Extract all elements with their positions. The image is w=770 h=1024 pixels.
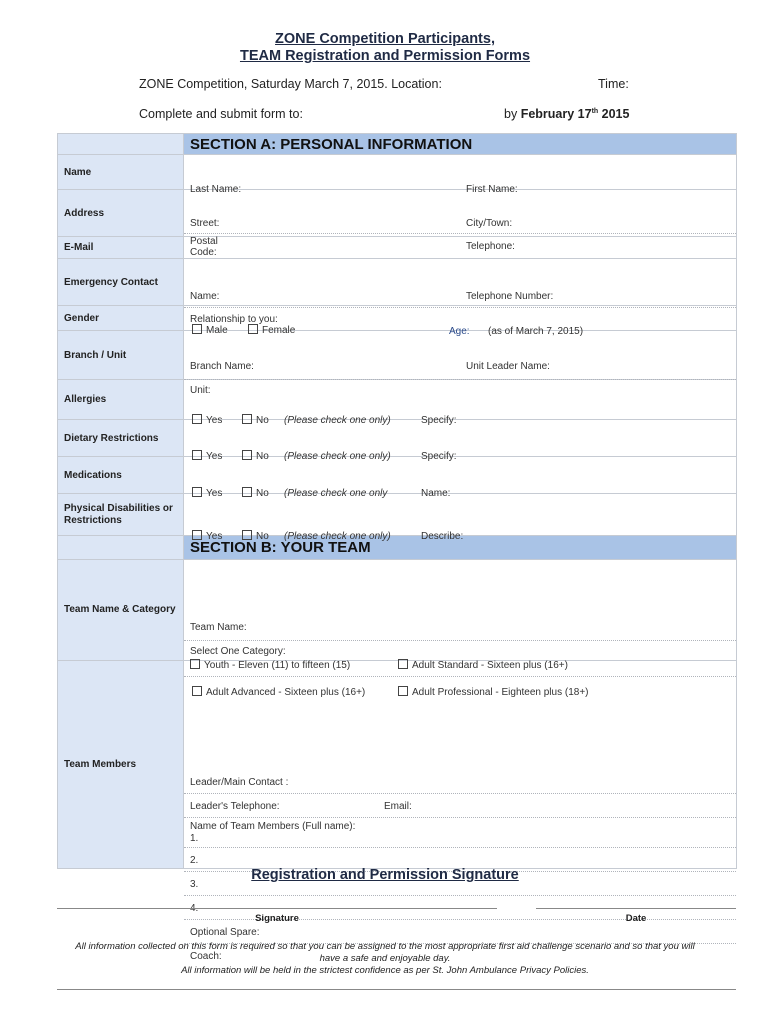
members-name-label: Name of Team Members (Full name):: [190, 820, 356, 832]
checkbox-icon[interactable]: [398, 659, 408, 669]
relationship-label: Relationship to you:: [190, 314, 278, 325]
date-label: Date: [625, 913, 647, 924]
age-label: Age:: [449, 326, 470, 337]
unit-label: Unit:: [190, 385, 211, 396]
dietary-note: (Please check one only): [284, 451, 391, 462]
checkbox-icon[interactable]: [190, 659, 200, 669]
branch-unit-field[interactable]: [184, 331, 737, 396]
checkbox-icon[interactable]: [242, 450, 252, 460]
gender-male-option[interactable]: Male: [192, 324, 228, 336]
medications-no[interactable]: No: [242, 487, 269, 499]
emergency-contact-label: Emergency Contact: [58, 259, 184, 306]
team-name-label: Team Name:: [190, 622, 247, 633]
checkbox-icon[interactable]: [242, 414, 252, 424]
member-2-label: 2.: [190, 854, 199, 866]
category-adult-advanced[interactable]: Adult Advanced - Sixteen plus (16+): [192, 686, 365, 698]
checkbox-icon[interactable]: [192, 450, 202, 460]
medications-field: [184, 457, 737, 499]
submit-label: Complete and submit form to:: [139, 107, 303, 121]
medications-name: Name:: [421, 488, 451, 499]
address-label: Address: [58, 190, 184, 237]
dietary-specify: Specify:: [421, 451, 457, 462]
category-youth[interactable]: Youth - Eleven (11) to fifteen (15): [190, 659, 350, 671]
disabilities-note: (Please check one only): [284, 530, 391, 542]
disabilities-no[interactable]: No: [242, 530, 269, 542]
leader-phone-label: Leader's Telephone:: [190, 800, 280, 812]
category-adult-standard[interactable]: Adult Standard - Sixteen plus (16+): [398, 659, 568, 671]
checkbox-icon[interactable]: [242, 487, 252, 497]
footer-line3: All information will be held in the strictest confidence as per St. John Ambulance Privacy Policies.: [181, 965, 589, 976]
deadline: by February 17th 2015: [504, 107, 630, 121]
section-a-heading: SECTION A: PERSONAL INFORMATION: [184, 134, 737, 155]
date-line[interactable]: [536, 908, 736, 909]
disabilities-field: [184, 494, 737, 542]
allergies-specify: Specify:: [421, 414, 457, 426]
last-name-label: Last Name:: [190, 184, 242, 195]
checkbox-icon[interactable]: [398, 686, 408, 696]
dietary-label: Dietary Restrictions: [58, 420, 184, 457]
allergies-field: [184, 380, 737, 426]
disabilities-yes[interactable]: Yes: [192, 530, 222, 542]
branch-unit-label: Branch / Unit: [58, 331, 184, 380]
time-label: Time:: [598, 77, 629, 91]
optional-spare-label: Optional Spare:: [190, 926, 260, 938]
select-category-label: Select One Category:: [190, 646, 286, 657]
branch-name-label: Branch Name:: [190, 361, 254, 372]
medications-yes[interactable]: Yes: [192, 487, 222, 499]
team-name-category-label: Team Name & Category: [58, 560, 184, 661]
medications-label: Medications: [58, 457, 184, 494]
member-1-label: 1.: [190, 832, 199, 844]
allergies-yes[interactable]: Yes: [192, 414, 222, 426]
allergies-note: (Please check one only): [284, 414, 391, 426]
allergies-label: Allergies: [58, 380, 184, 420]
unit-leader-label: Unit Leader Name:: [466, 361, 550, 372]
checkbox-icon[interactable]: [192, 686, 202, 696]
member-4-label: 4.: [190, 902, 199, 914]
address-field[interactable]: [184, 190, 737, 258]
footer-line2: have a safe and enjoyable day.: [319, 953, 451, 964]
emergency-contact-field[interactable]: [184, 259, 737, 325]
gender-label: Gender: [58, 306, 184, 331]
competition-info: ZONE Competition, Saturday March 7, 2015. Location:: [139, 77, 442, 91]
emergency-phone-label: Telephone Number:: [466, 291, 554, 302]
footer-line1: All information collected on this form is required so that you can be assigned to the most appropriate first aid challenge scenario and so that you will: [75, 941, 695, 952]
team-members-label: Team Members: [58, 661, 184, 869]
medications-note: (Please check one only: [284, 488, 388, 499]
section-b-heading: SECTION B: YOUR TEAM: [184, 536, 737, 560]
checkbox-icon[interactable]: [192, 487, 202, 497]
name-label: Name: [58, 155, 184, 190]
category-adult-professional[interactable]: Adult Professional - Eighteen plus (18+): [398, 686, 589, 698]
signature-label: Signature: [255, 913, 299, 924]
gender-female-option[interactable]: Female: [248, 324, 295, 336]
dietary-yes[interactable]: Yes: [192, 450, 222, 462]
signature-heading: Registration and Permission Signature: [251, 867, 519, 883]
checkbox-icon[interactable]: [248, 324, 258, 334]
first-name-label: First Name:: [466, 184, 518, 195]
city-label: City/Town:: [466, 218, 513, 229]
email-label: E-Mail: [58, 237, 184, 259]
member-3-label: 3.: [190, 878, 199, 890]
telephone-label: Telephone:: [466, 241, 515, 252]
emergency-name-label: Name:: [190, 291, 220, 302]
age-note: (as of March 7, 2015): [488, 326, 584, 337]
postal-code-label: Postal Code:: [190, 236, 218, 258]
email-field[interactable]: [184, 237, 737, 259]
allergies-no[interactable]: No: [242, 414, 269, 426]
checkbox-icon[interactable]: [192, 530, 202, 540]
disabilities-describe: Describe:: [421, 530, 464, 542]
leader-email-label: Email:: [384, 800, 412, 812]
street-label: Street:: [190, 218, 220, 229]
team-name-category-field: [184, 560, 737, 698]
form-title-line1: ZONE Competition Participants,: [275, 31, 495, 47]
checkbox-icon[interactable]: [192, 324, 202, 334]
leader-contact-label: Leader/Main Contact :: [190, 776, 289, 788]
signature-line[interactable]: [57, 908, 497, 909]
name-field[interactable]: [184, 155, 737, 195]
footer-divider: [57, 989, 736, 990]
form-title-line2: TEAM Registration and Permission Forms: [239, 48, 531, 64]
checkbox-icon[interactable]: [192, 414, 202, 424]
dietary-no[interactable]: No: [242, 450, 269, 462]
coach-label: Coach:: [190, 950, 222, 962]
checkbox-icon[interactable]: [242, 530, 252, 540]
disabilities-label: Physical Disabilities or Restrictions: [58, 494, 184, 536]
